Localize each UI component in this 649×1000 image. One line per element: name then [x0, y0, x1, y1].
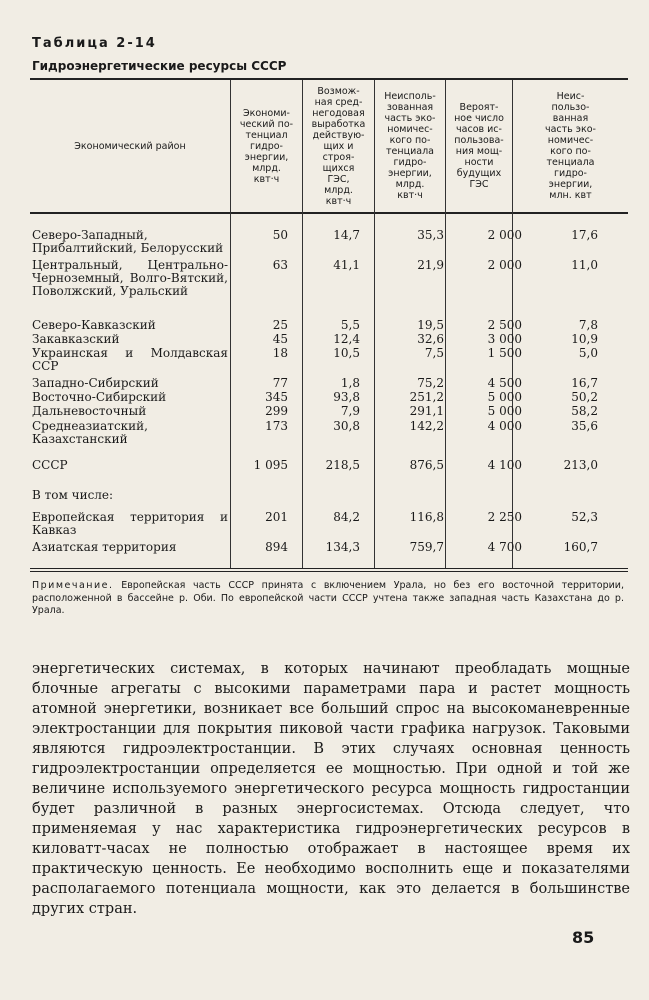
- cell-region: Среднеазиатский, Казахстанский: [32, 419, 148, 446]
- cell-unused-power: 35,6: [571, 419, 598, 433]
- cell-usage-hours: 4 700: [487, 540, 522, 554]
- cell-region: Дальневосточный: [32, 404, 147, 418]
- cell-unused-power: 58,2: [571, 404, 598, 418]
- cell-usage-hours: 2 250: [487, 510, 522, 524]
- cell-economic-potential: 201: [265, 510, 288, 524]
- cell-region: Северо-Кавказский: [32, 318, 156, 332]
- cell-unused-power: 10,9: [571, 332, 598, 346]
- cell-usage-hours: 2 000: [487, 228, 522, 242]
- header-region: Экономический район: [74, 140, 186, 152]
- cell-unused-energy: 291,1: [409, 404, 444, 418]
- cell-possible-output: 14,7: [333, 228, 360, 242]
- page-number: 85: [572, 928, 595, 947]
- cell-region: В том числе:: [32, 488, 114, 502]
- cell-economic-potential: 299: [265, 404, 288, 418]
- cell-economic-potential: 173: [265, 419, 288, 433]
- table-note: [32, 580, 624, 618]
- cell-unused-power: 50,2: [571, 390, 598, 404]
- cell-economic-potential: 18: [272, 346, 288, 360]
- cell-unused-energy: 7,5: [424, 346, 444, 360]
- table-label: Таблица 2-14: [32, 36, 157, 51]
- cell-usage-hours: 2 500: [487, 318, 522, 332]
- cell-usage-hours: 2 000: [487, 258, 522, 272]
- cell-unused-power: 17,6: [571, 228, 598, 242]
- cell-region: Западно-Сибирский: [32, 376, 159, 390]
- header-unused-potential-power: Неис- пользо- ванная часть эко- номичес- кого по- тенциала гидро- энергии, млн. квт: [544, 91, 596, 201]
- cell-possible-output: 10,5: [333, 346, 360, 360]
- cell-usage-hours: 5 000: [487, 390, 522, 404]
- cell-economic-potential: 63: [272, 258, 288, 272]
- table-title: Гидроэнергетические ресурсы СССР: [32, 59, 287, 73]
- cell-region: Европейская территория и Кавказ: [32, 510, 228, 537]
- cell-possible-output: 12,4: [333, 332, 360, 346]
- cell-possible-output: 93,8: [333, 390, 360, 404]
- cell-economic-potential: 45: [272, 332, 288, 346]
- paragraph: энергетических системах, в которых начинают преобладать мощные блочные агрегаты с высокими параметрами пара и растет мощность атомной энергетики, возникает все больший спрос на высокоманевренные электростанции для покрытия пиковой части графика нагрузок. Таковыми являются гидроэлектростанции. В этих случаях основная ценность гидроэлектростанции определяется ее мощностью. При одной и той же величине используемого энергетического ресурса мощность гидростанции будет различной в разных энергосистемах. Отсюда следует, что применяемая у нас характеристика гидроэнергетических ресурсов в киловатт-часах не полностью отображает в настоящее время их практическую ценность. Ее необходимо восполнить еще и показателями располагаемого потенциала мощности, как это делается в большинстве других стран.: [32, 661, 630, 917]
- cell-region: Закавказский: [32, 332, 120, 346]
- cell-unused-energy: 116,8: [409, 510, 444, 524]
- table-top-rule: [30, 78, 628, 80]
- cell-possible-output: 7,9: [340, 404, 360, 418]
- header-possible-output: Возмож- ная сред- негодовая выработка действую- щих и строя- щихся ГЭС, млрд. квт·ч: [311, 85, 366, 207]
- cell-unused-power: 7,8: [578, 318, 598, 332]
- cell-usage-hours: 4 500: [487, 376, 522, 390]
- cell-unused-power: 52,3: [571, 510, 598, 524]
- cell-possible-output: 84,2: [333, 510, 360, 524]
- note-text: Европейская часть СССР принята с включением Урала, но без его восточной территории, расположенной в бассейне р. Оби. По европейской части СССР учтена также западная часть Казахстана до р. Урала.: [32, 580, 624, 616]
- cell-unused-energy: 32,6: [417, 332, 444, 346]
- cell-region: СССР: [32, 458, 68, 472]
- cell-unused-energy: 142,2: [409, 419, 444, 433]
- cell-unused-energy: 251,2: [409, 390, 444, 404]
- cell-region: Азиатская территория: [32, 540, 177, 554]
- cell-economic-potential: 50: [272, 228, 288, 242]
- header-bottom-rule: [30, 212, 628, 214]
- header-economic-potential: Экономи- ческий по- тенциал гидро- энергии, млрд. квт·ч: [239, 107, 294, 185]
- cell-unused-energy: 21,9: [417, 258, 444, 272]
- cell-region: Украинская и Молдавская ССР: [32, 346, 228, 373]
- cell-economic-potential: 894: [265, 540, 288, 554]
- cell-usage-hours: 4 100: [487, 458, 522, 472]
- table-bottom-rule-2: [30, 571, 628, 572]
- table-bottom-rule: [30, 568, 628, 569]
- cell-unused-power: 16,7: [571, 376, 598, 390]
- cell-region: Северо-Западный, Прибалтийский, Белорусский: [32, 228, 224, 255]
- cell-possible-output: 134,3: [325, 540, 360, 554]
- header-unused-potential-energy: Неисполь- зованная часть эко- номичес- кого по- тенциала гидро- энергии, млрд. квт·ч: [384, 91, 436, 201]
- cell-possible-output: 30,8: [333, 419, 360, 433]
- cell-usage-hours: 3 000: [487, 332, 522, 346]
- cell-unused-energy: 19,5: [417, 318, 444, 332]
- cell-economic-potential: 1 095: [253, 458, 288, 472]
- cell-unused-power: 5,0: [578, 346, 598, 360]
- cell-region: Центральный, Центрально-Черноземный, Волго-Вятский, Поволжский, Уральский: [32, 258, 228, 298]
- cell-possible-output: 1,8: [340, 376, 360, 390]
- cell-unused-power: 213,0: [563, 458, 598, 472]
- cell-unused-energy: 35,3: [417, 228, 444, 242]
- cell-unused-energy: 876,5: [409, 458, 444, 472]
- cell-economic-potential: 25: [272, 318, 288, 332]
- cell-unused-power: 160,7: [563, 540, 598, 554]
- cell-unused-energy: 759,7: [409, 540, 444, 554]
- cell-possible-output: 5,5: [340, 318, 360, 332]
- body-text: [32, 659, 630, 919]
- cell-usage-hours: 4 000: [487, 419, 522, 433]
- cell-economic-potential: 345: [265, 390, 288, 404]
- cell-usage-hours: 1 500: [487, 346, 522, 360]
- cell-possible-output: 41,1: [333, 258, 360, 272]
- cell-economic-potential: 77: [272, 376, 288, 390]
- cell-usage-hours: 5 000: [487, 404, 522, 418]
- cell-unused-energy: 75,2: [417, 376, 444, 390]
- cell-possible-output: 218,5: [325, 458, 360, 472]
- note-label: Примечание.: [32, 580, 114, 591]
- header-usage-hours: Вероят- ное число часов ис- пользова- ния мощ- ности будущих ГЭС: [454, 102, 504, 190]
- cell-region: Восточно-Сибирский: [32, 390, 167, 404]
- cell-unused-power: 11,0: [571, 258, 598, 272]
